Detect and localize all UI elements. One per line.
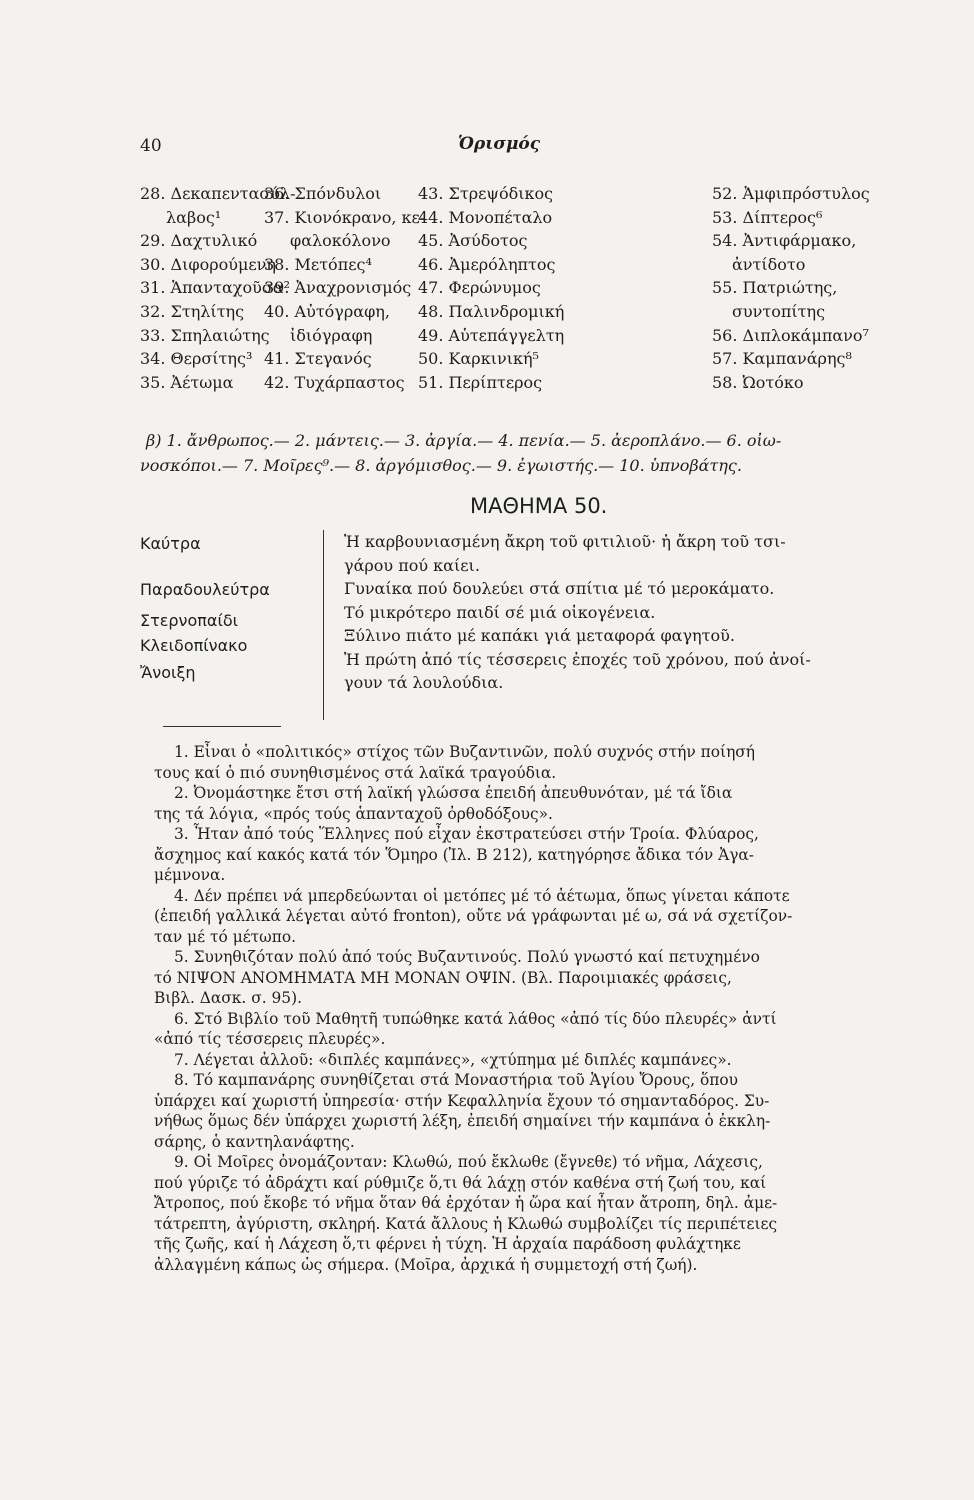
list-item: 32. Στηλίτης (140, 301, 245, 321)
list-item: ἰδιόγραφη (290, 325, 373, 345)
footnote-line: νήθως ὅμως δέν ὑπάρχει χωριστή λέξη, ἐπειδή σημαίνει τήν καμπάνα ὁ ἐκκλη- (154, 1112, 771, 1130)
definition-line: Τό μικρότερο παιδί σέ μιά οἰκογένεια. (344, 602, 656, 622)
definition-line: Ἡ καρβουνιασμένη ἄκρη τοῦ φιτιλιοῦ· ἡ ἄκρη τοῦ τσι- (344, 532, 786, 551)
footnote-line: 9. Οἱ Μοῖρες ὀνομάζονταν: Κλωθώ, πού ἔκλωθε (ἔγνεθε) τό νῆμα, Λάχεσις, (174, 1153, 763, 1171)
footnote-line: ἀλλαγμένη κάπως ὡς σήμερα. (Μοῖρα, ἀρχικά ἡ συμμετοχή στή ζωή). (154, 1255, 698, 1274)
footnote-line: 1. Εἶναι ὁ «πολιτικός» στίχος τῶν Βυζαντινῶν, πολύ συχνός στήν ποίησή (174, 743, 756, 761)
footnote-line: 8. Τό καμπανάρης συνηθίζεται στά Μοναστήρια τοῦ Ἁγίου Ὄρους, ὅπου (174, 1071, 739, 1089)
answers-column-4 (712, 182, 870, 394)
lesson-title: ΜΑΘΗΜΑ 50. (470, 494, 608, 518)
list-item: 53. Δίπτερος⁶ (712, 207, 823, 227)
footnote-line: Βιβλ. Δασκ. σ. 95). (154, 989, 302, 1007)
footnote-line: Ἄτροπος, πού ἔκοβε τό νῆμα ὅταν θά ἐρχόταν ἡ ὥρα καί ἦταν ἄτροπη, δηλ. ἀμε- (154, 1194, 778, 1212)
list-item: 29. Δαχτυλικό (140, 231, 258, 251)
footnote-line: μέμνονα. (154, 866, 226, 884)
footnote-line: τῆς ζωῆς, καί ἡ Λάχεση ὅ,τι φέρνει ἡ τύχη. Ἡ ἀρχαία παράδοση φυλάχτηκε (154, 1235, 741, 1253)
list-item: 36. Σπόνδυλοι (264, 184, 382, 203)
list-item: 52. Ἀμφιπρόστυλος (712, 184, 870, 203)
list-item: 48. Παλινδρομική (418, 301, 565, 321)
footnotes (154, 742, 908, 1275)
footnote-line: ὑπάρχει καί χωριστή ὑπηρεσία· στήν Κεφαλληνία ἔχουν τό σημανταδόρος. Συ- (154, 1091, 770, 1110)
list-item: 44. Μονοπέταλο (418, 207, 553, 227)
footnote-line: 4. Δέν πρέπει νά μπερδεύωνται οἱ μετόπες μέ τό ἀέτωμα, ὅπως γίνεται κάποτε (174, 886, 790, 905)
list-item: 49. Αὐτεπάγγελτη (418, 325, 565, 345)
list-item: 51. Περίπτερος (418, 372, 543, 392)
list-item: 33. Σπηλαιώτης (140, 325, 270, 345)
list-item: ἀντίδοτο (732, 254, 806, 274)
lesson-definitions (344, 530, 811, 695)
list-item: φαλοκόλονο (290, 231, 391, 251)
list-item: 58. Ὠοτόκο (712, 372, 804, 392)
definition-line: Ξύλινο πιάτο μέ καπάκι γιά μεταφορά φαγητοῦ. (344, 626, 735, 645)
list-item: 30. Διφορούμενη (140, 254, 276, 274)
footnote-line: της τά λόγια, «πρός τούς ἁπανταχοῦ ὀρθοδόξους». (154, 804, 553, 823)
list-item: 34. Θερσίτης³ (140, 349, 253, 369)
list-item: 56. Διπλοκάμπανο⁷ (712, 325, 869, 345)
footnote-line: τάτρεπτη, ἀγύριστη, σκληρή. Κατά ἄλλους ἡ Κλωθώ συμβολίζει τίς περιπέτειες (154, 1214, 778, 1233)
page-number: 40 (140, 136, 162, 156)
footnote-line: ταν μέ τό μέτωπο. (154, 927, 297, 946)
divider-line (323, 530, 324, 720)
list-item: 57. Καμπανάρης⁸ (712, 349, 852, 369)
term-item: Κλειδοπίνακο (140, 636, 248, 655)
footnote-line: τους καί ὁ πιό συνηθισμένος στά λαϊκά τραγούδια. (154, 763, 557, 782)
running-title: Ὁρισμός (458, 134, 541, 154)
footnote-line: σάρης, ὁ καντηλανάφτης. (154, 1132, 355, 1151)
definition-line: γουν τά λουλούδια. (344, 673, 504, 692)
footnote-line: πού γύριζε τό ἀδράχτι καί ρύθμιζε ὅ,τι θά λάχῃ στόν καθένα στή ζωή του, καί (154, 1173, 767, 1192)
answers-b-line: β) 1. ἄνθρωπος.— 2. μάντεις.— 3. ἀργία.— 4. πενία.— 5. ἀεροπλάνο.— 6. οἰω- (146, 431, 782, 450)
term-item: Ἄνοιξη (140, 663, 196, 682)
footnote-line: (ἐπειδή γαλλικά λέγεται αὐτό fronton), οὔτε νά γράφωνται μέ ω, σά νά σχετίζον- (154, 907, 793, 925)
list-item: 28. Δεκαπεντασύλ- (140, 184, 296, 203)
list-item: 37. Κιονόκρανο, κε- (264, 207, 426, 227)
list-item: 43. Στρεψόδικος (418, 184, 554, 203)
footnote-line: τό ΝΙΨΟΝ ΑΝΟΜΗΜΑΤΑ ΜΗ ΜΟΝΑΝ ΟΨΙΝ. (Βλ. Παροιμιακές φράσεις, (154, 968, 732, 987)
term-item: Στερνοπαίδι (140, 611, 239, 630)
term-item: Καύτρα (140, 534, 201, 553)
list-item: 31. Ἁπανταχοῦσα² (140, 278, 290, 298)
footnote-line: 2. Ὀνομάστηκε ἔτσι στή λαϊκή γλώσσα ἐπειδή ἀπευθυνόταν, μέ τά ἴδια (174, 784, 733, 802)
answers-b-line: νοσκόποι.— 7. Μοῖρες⁹.— 8. ἀργόμισθος.— 9. ἐγωιστής.— 10. ὑπνοβάτης. (140, 456, 742, 475)
list-item: 50. Καρκινική⁵ (418, 349, 539, 369)
list-item: 38. Μετόπες⁴ (264, 254, 372, 274)
definition-line: γάρου πού καίει. (344, 555, 480, 575)
list-item: 35. Ἀέτωμα (140, 372, 234, 392)
answers-column-3 (418, 182, 564, 394)
list-item: 47. Φερώνυμος (418, 278, 541, 298)
definition-line: Γυναίκα πού δουλεύει στά σπίτια μέ τό μεροκάματο. (344, 579, 775, 598)
list-item: 42. Τυχάρπαστος (264, 372, 405, 392)
definition-line: Ἡ πρώτη ἀπό τίς τέσσερεις ἐποχές τοῦ χρόνου, πού ἀνοί- (344, 649, 811, 669)
list-item: 55. Πατριώτης, (712, 278, 838, 298)
list-item: 39. Ἀναχρονισμός (264, 278, 412, 298)
footnote-line: 7. Λέγεται ἀλλοῦ: «διπλές καμπάνες», «χτύπημα μέ διπλές καμπάνες». (174, 1050, 732, 1069)
footnote-line: 5. Συνηθιζόταν πολύ ἀπό τούς Βυζαντινούς. Πολύ γνωστό καί πετυχημένο (174, 948, 760, 966)
footnote-line: 3. Ἦταν ἀπό τούς Ἕλληνες πού εἶχαν ἐκστρατεύσει στήν Τροία. Φλύαρος, (174, 825, 759, 843)
list-item: 45. Ἀσύδοτος (418, 231, 528, 251)
footnote-rule (163, 726, 281, 727)
list-item: 41. Στεγανός (264, 349, 372, 369)
list-item: 46. Ἀμερόληπτος (418, 254, 556, 274)
answers-b (140, 428, 860, 478)
footnote-line: ἄσχημος καί κακός κατά τόν Ὅμηρο (Ἰλ. Β 212), κατηγόρησε ἄδικα τόν Ἀγα- (154, 845, 754, 864)
answers-column-2 (264, 182, 425, 394)
footnote-line: 6. Στό Βιβλίο τοῦ Μαθητῆ τυπώθηκε κατά λάθος «ἀπό τίς δύο πλευρές» ἀντί (174, 1009, 777, 1028)
list-item: 40. Αὐτόγραφη, (264, 301, 390, 321)
term-item: Παραδουλεύτρα (140, 580, 270, 599)
list-item: 54. Ἀντιφάρμακο, (712, 231, 857, 251)
list-item: συντοπίτης (732, 301, 826, 321)
list-item: λαβος¹ (166, 207, 222, 227)
footnote-line: «ἀπό τίς τέσσερεις πλευρές». (154, 1030, 386, 1048)
